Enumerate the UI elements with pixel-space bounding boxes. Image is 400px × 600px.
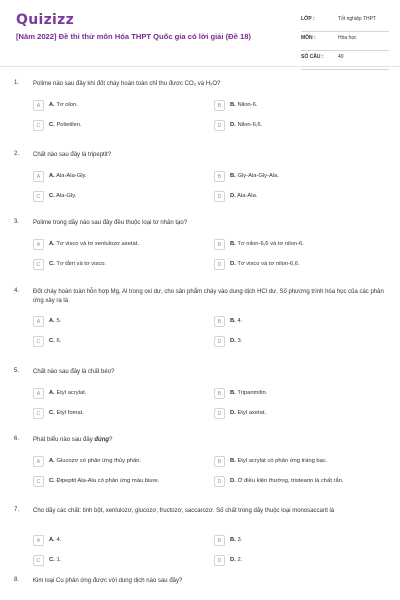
meta-row-subject [301,32,389,51]
option-body: Gly-Ala-Gly-Ala. [237,173,279,179]
option-letter-box[interactable]: B [214,316,225,327]
option-c[interactable] [33,336,203,350]
option-b[interactable] [214,535,384,549]
option-body: Tơ tằm và tơ visco. [56,261,107,267]
option-b[interactable] [214,388,384,402]
question-3 [0,219,400,279]
option-letter-box[interactable]: D [214,191,225,202]
option-a[interactable] [33,388,203,402]
meta-value: 40 [338,54,344,60]
option-letter-box[interactable]: D [214,408,225,419]
question-text: Chất nào sau đây là tripeptit? [33,152,112,158]
option-body: Etyl fomat. [56,410,84,416]
question-text: Polime trong dãy nào sau đây đều thuộc loại tơ nhân tạo? [33,220,188,226]
option-a[interactable] [33,239,203,253]
option-letter-box[interactable]: C [33,191,44,202]
question-text: Đốt cháy hoàn toàn hỗn hợp Mg, Al trong oxi dư, cho sản phẩm cháy vào dung dịch HCl dư. Số phương trình hóa học của các phản ứng xảy ra là [33,289,384,304]
option-body: Tơ visco và tơ xenlulozơ axetat. [56,241,139,247]
option-label: D. [230,122,236,128]
option-d[interactable] [214,336,384,350]
option-letter-box[interactable]: A [33,239,44,250]
option-body: Tơ visco và tơ nilon-6,6. [237,261,300,267]
question-7 [0,507,400,569]
question-number: 3. [14,219,20,225]
worksheet-title: [Năm 2022] Đề thi thử môn Hóa THPT Quốc gia có lời giải (Đề 18) [16,32,251,41]
option-text [230,173,279,179]
option-text [49,557,61,563]
option-text [49,390,86,396]
option-letter-box[interactable]: C [33,336,44,347]
option-letter-box[interactable]: A [33,171,44,182]
option-letter-box[interactable]: D [214,336,225,347]
option-c[interactable] [33,476,203,490]
option-d[interactable] [214,555,384,569]
option-c[interactable] [33,259,203,273]
option-letter-box[interactable]: B [214,535,225,546]
option-letter-box[interactable]: C [33,555,44,566]
option-letter-box[interactable]: C [33,408,44,419]
option-label: B. [230,458,236,464]
option-label: A. [49,318,55,324]
option-text [49,102,78,108]
option-body: Etyl acrylat có phản ứng tráng bạc. [237,458,328,464]
option-text [49,193,76,199]
option-letter-box[interactable]: D [214,259,225,270]
option-label: A. [49,173,55,179]
option-letter-box[interactable]: C [33,476,44,487]
option-c[interactable] [33,408,203,422]
question-4 [0,288,400,360]
option-body: Glucozơ có phản ứng thủy phân. [56,458,142,464]
option-text [230,338,242,344]
option-body: Tơ nilon-6,6 và tơ nilon-6. [237,241,304,247]
quizizz-logo[interactable]: Quizizz [16,12,75,28]
option-letter-box[interactable]: A [33,456,44,467]
option-body: Ở điều kiện thường, tristearin là chất rắn. [237,478,344,484]
meta-row-class [301,13,389,32]
option-text [49,122,82,128]
question-number: 1. [14,80,20,86]
question-1 [0,80,400,140]
option-label: C. [49,410,55,416]
option-label: D. [230,557,236,563]
option-body: Etyl axetat. [237,410,267,416]
option-body: Đipeptit Ala-Ala có phản ứng màu biure. [56,478,160,484]
option-label: B. [230,390,236,396]
option-body: Tripanmitin. [237,390,268,396]
option-label: D. [230,478,236,484]
option-letter-box[interactable]: D [214,476,225,487]
question-number: 7. [14,507,20,513]
option-label: C. [49,478,55,484]
option-text [230,557,242,563]
option-label: B. [230,173,236,179]
question-2 [0,151,400,211]
option-text [230,537,242,543]
question-text-part: Phát biểu nào sau đây [33,437,93,443]
option-b[interactable] [214,316,384,330]
question-text-end: ? [109,437,113,443]
option-body: 1. [56,557,62,563]
option-text [49,241,139,247]
question-text [33,436,385,445]
option-letter-box[interactable]: A [33,535,44,546]
option-a[interactable] [33,535,203,549]
option-text [230,478,344,484]
option-letter-box[interactable]: B [214,100,225,111]
option-label: D. [230,261,236,267]
option-text [230,241,304,247]
meta-label: LỚP : [301,16,315,22]
option-d[interactable] [214,408,384,422]
option-body: Nilon-6. [237,102,258,108]
option-text [230,102,257,108]
question-emphasis: đúng [94,437,110,443]
meta-value: Tốt nghiệp THPT [338,16,376,22]
meta-value: Hóa học [338,35,357,41]
option-letter-box[interactable]: B [214,388,225,399]
option-body: Tơ olon. [56,102,78,108]
option-body: Polietilen. [56,122,82,128]
option-d[interactable] [214,120,384,134]
worksheet-header [0,0,400,70]
option-text [230,318,242,324]
option-text [49,338,61,344]
option-d[interactable] [214,259,384,273]
question-number: 8. [14,577,20,583]
option-text [230,122,262,128]
question-number: 2. [14,151,20,157]
question-text: Kim loại Cu phản ứng được với dung dịch nào sau đây? [33,578,183,584]
option-text [49,478,159,484]
option-d[interactable] [214,476,384,490]
option-letter-box[interactable]: D [214,120,225,131]
header-divider [0,66,400,67]
meta-row-question-count [301,51,389,70]
option-text [230,458,327,464]
question-number: 5. [14,368,20,374]
option-d[interactable] [214,191,384,205]
option-label: C. [49,193,55,199]
option-text [49,173,87,179]
option-a[interactable] [33,171,203,185]
option-a[interactable] [33,456,203,470]
question-number: 4. [14,288,20,294]
option-label: D. [230,338,236,344]
option-letter-box[interactable]: B [214,239,225,250]
option-letter-box[interactable]: A [33,316,44,327]
option-label: A. [49,241,55,247]
option-text [49,537,61,543]
question-8 [0,577,400,597]
option-text [49,318,61,324]
option-text [49,410,84,416]
option-label: B. [230,241,236,247]
option-text [49,458,141,464]
option-body: 5. [56,318,62,324]
option-body: Ala-Ala-Gly. [56,173,87,179]
option-label: B. [230,102,236,108]
worksheet-meta [301,13,389,70]
option-b[interactable] [214,456,384,470]
option-label: A. [49,458,55,464]
option-letter-box[interactable]: B [214,456,225,467]
option-label: B. [230,318,236,324]
option-body: 4. [237,318,243,324]
option-body: 2. [237,557,243,563]
option-letter-box[interactable]: C [33,259,44,270]
option-text [230,410,266,416]
question-5 [0,368,400,428]
option-body: 3. [237,338,243,344]
option-text [49,261,106,267]
meta-label: SỐ CÂU : [301,54,324,60]
option-text [230,193,257,199]
option-letter-box[interactable]: D [214,555,225,566]
question-text: Polime nào sau đây khi đốt cháy hoàn toàn chỉ thu được CO₂ và H₂O? [33,81,221,87]
option-label: C. [49,122,55,128]
option-body: Etyl acrylat. [56,390,87,396]
question-text: Chất nào sau đây là chất béo? [33,369,115,375]
option-label: A. [49,537,55,543]
option-letter-box[interactable]: A [33,100,44,111]
option-letter-box[interactable]: B [214,171,225,182]
option-label: D. [230,410,236,416]
option-c[interactable] [33,555,203,569]
option-c[interactable] [33,191,203,205]
option-body: Nilon-6,6. [237,122,263,128]
option-b[interactable] [214,100,384,114]
option-body: 3. [237,537,243,543]
option-body: 6. [56,338,62,344]
option-letter-box[interactable]: C [33,120,44,131]
option-text [230,261,300,267]
option-label: C. [49,338,55,344]
option-body: 4. [56,537,62,543]
option-label: B. [230,537,236,543]
option-a[interactable] [33,316,203,330]
question-6 [0,436,400,498]
option-label: C. [49,557,55,563]
option-label: A. [49,102,55,108]
question-text: Cho dãy các chất: tinh bột, xenlulozơ, glucozơ, fructozơ, saccarozơ. Số chất trong dãy thuộc loại monosaccarit là [33,508,335,514]
option-text [230,390,267,396]
meta-label: MÔN : [301,35,316,41]
option-label: D. [230,193,236,199]
option-body: Ala-Gly. [56,193,77,199]
option-letter-box[interactable]: A [33,388,44,399]
option-label: A. [49,390,55,396]
question-number: 6. [14,436,20,442]
option-b[interactable] [214,171,384,185]
option-a[interactable] [33,100,203,114]
option-b[interactable] [214,239,384,253]
option-label: C. [49,261,55,267]
option-body: Ala-Ala. [237,193,258,199]
option-c[interactable] [33,120,203,134]
